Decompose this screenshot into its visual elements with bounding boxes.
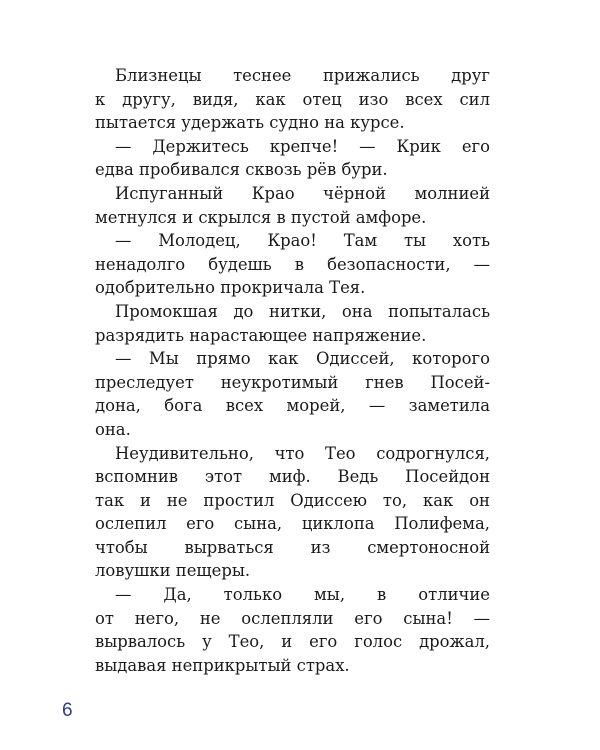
text-line: Промокшая до нитки, она попыталась <box>115 301 490 321</box>
text-line: метнулся и скрылся в пустой амфоре. <box>95 207 427 227</box>
text-line: — Держитесь крепче! — Крик его <box>115 136 490 156</box>
text-line: чтобы вырваться из смертоносной <box>95 537 490 557</box>
text-line: одобрительно прокричала Тея. <box>95 278 366 298</box>
text-line: от него, не ослепляли его сына! — <box>95 608 490 628</box>
text-line: едва пробивался сквозь рёв бури. <box>95 160 388 180</box>
text-line: — Да, только мы, в отличие <box>115 585 490 605</box>
text-line: Испуганный Крао чёрной молнией <box>115 183 490 203</box>
text-line: преследует неукротимый гнев Посей- <box>95 372 490 392</box>
text-line: вырвалось у Тео, и его голос дрожал, <box>95 632 490 652</box>
text-line: пытается удержать судно на курсе. <box>95 113 405 133</box>
body-text <box>95 64 490 677</box>
text-line: — Молодец, Крао! Там ты хоть <box>115 231 490 251</box>
text-line: выдавая неприкрытый страх. <box>95 655 350 675</box>
text-line: ловушки пещеры. <box>95 561 251 581</box>
text-line: ненадолго будешь в безопасности, — <box>95 254 490 274</box>
text-line: — Мы прямо как Одиссей, которого <box>115 349 490 369</box>
text-line: Близнецы теснее прижались друг <box>115 66 490 85</box>
text-line: так и не простил Одиссею то, как он <box>95 490 490 510</box>
text-line: разрядить нарастающее напряжение. <box>95 325 427 345</box>
text-line: Неудивительно, что Тео содрогнулся, <box>115 443 490 463</box>
page-number: 6 <box>62 700 73 721</box>
text-line: ослепил его сына, циклопа Полифема, <box>95 514 490 534</box>
text-line: к другу, видя, как отец изо всех сил <box>95 89 490 109</box>
text-line: она. <box>95 419 131 439</box>
text-line: дона, бога всех морей, — заметила <box>95 396 490 416</box>
text-line: вспомнив этот миф. Ведь Посейдон <box>95 467 490 487</box>
